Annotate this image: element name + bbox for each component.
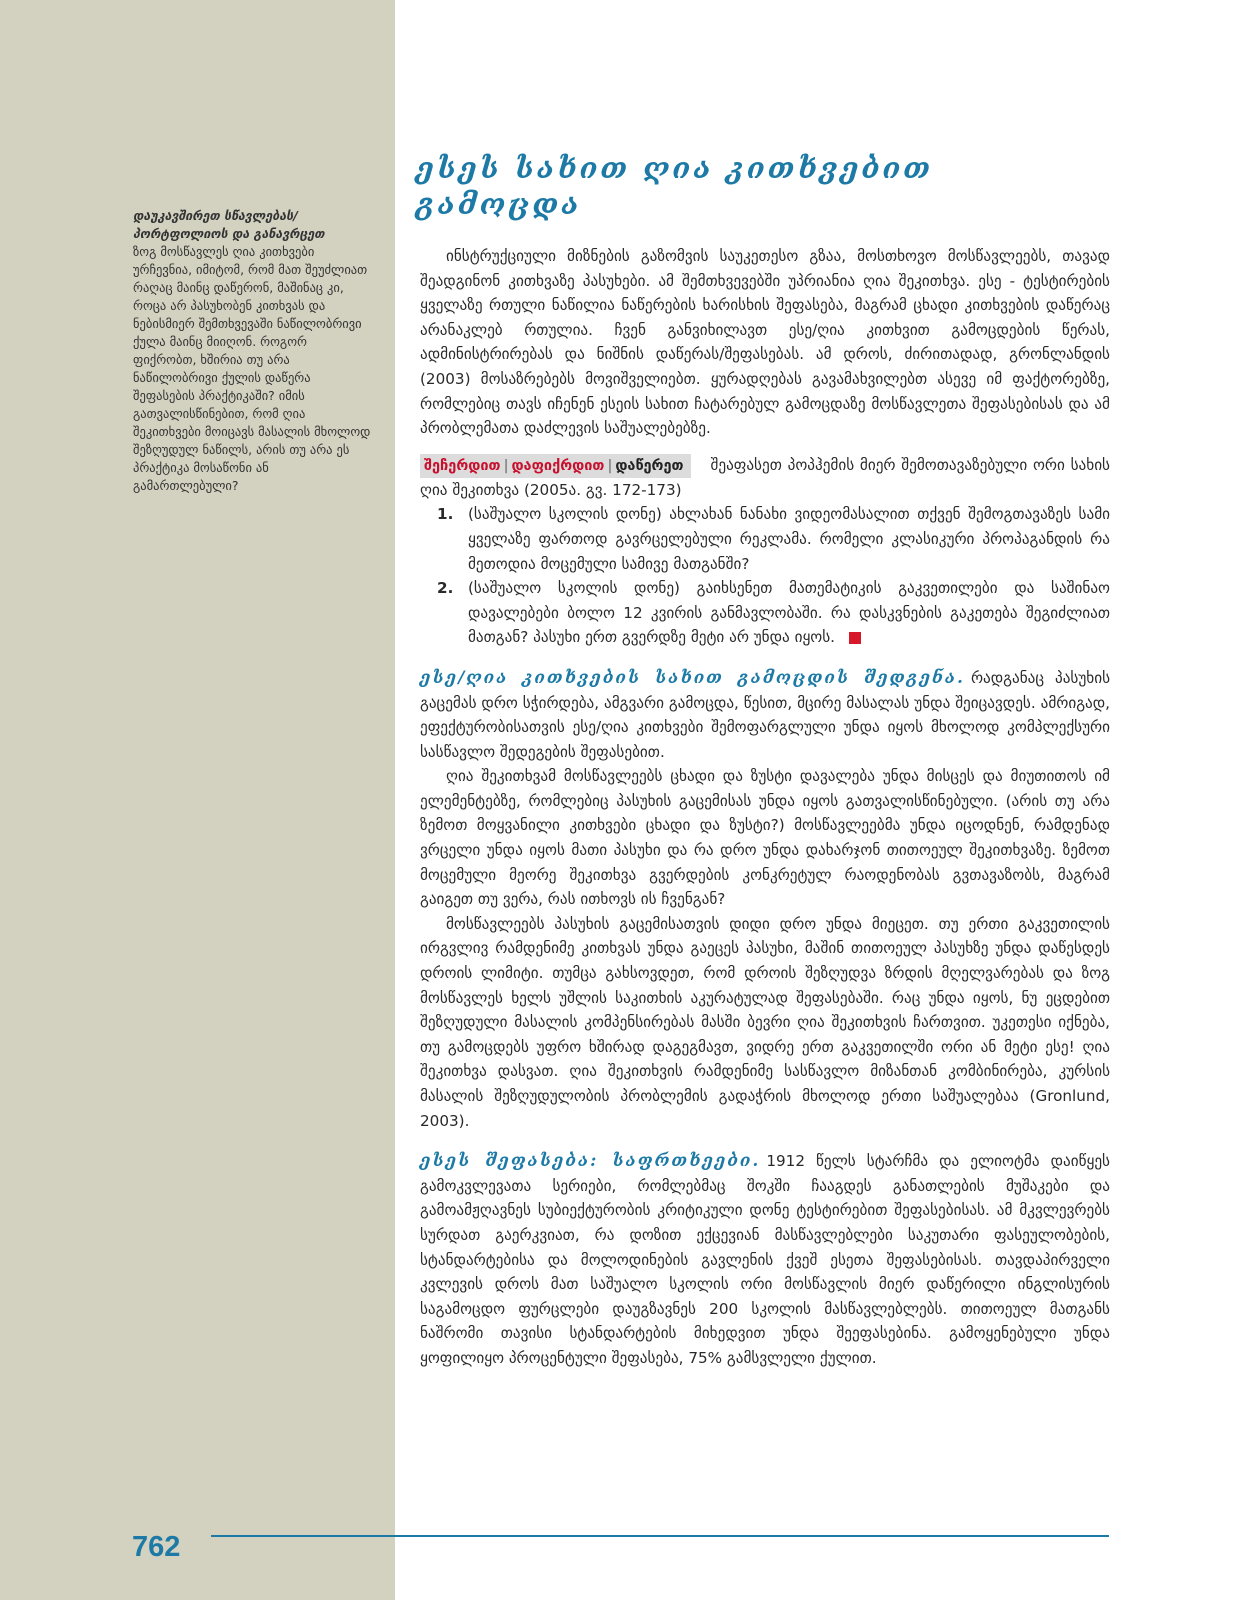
section-heading: ესე/ღია კითხვების სახით გამოცდის შედგენა. (420, 667, 965, 688)
question-number: 2. (437, 579, 454, 598)
intro-paragraph: ინსტრუქციული მიზნების გაზომვის საუკეთესო გზაა, მოსთხოვო მოსწავლეებს, თავად შეადგინონ კითხვაზე პასუხები. ამ შემთხვევებში უპრიანია ღია შეკითხვა. ესე - ტესტირების ყველაზე რთული ნაწილია ნაწერების ხარისხის შეფასება, მაგრამ ცხადი კითხვების დაწერაც არანაკლებ რთულია. ჩვენ განვიხილავთ ესე/ღია კითხვით გამოცდების წერას, ადმინისტრირებას და ნიშნის დაწერას/შეფასებას. ამ დროს, ძირითადად, გრონლანდის (2003) მოსაზრებებს მოვიშველიებთ. ყურადღებას გავამახვილებთ ასევე იმ ფაქტორებზე, რომლებიც თავს იჩენენ ესეის სახით ჩატარებულ გამოცდაზე მოსწავლეთა შეფასებისას და ამ პრობლემათა დაძლევის საშუალებებზე. (420, 247, 1110, 438)
paragraph-text: 1912 წელს სტარჩმა და ელიოტმა დაიწყეს გამოკვლევათა სერიები, რომლებმაც შოკში ჩააგდეს განათლების მუშაკები და გამოამჟღავნეს სუბიექტურობის კრიტიკული დონე ტესტირებით შეფასებისას. ამ მკვლევრებს სურდათ გაერკვიათ, რა დოზით ექცევიან მასწავლებლები საკუთარი ფასეულობების, სტანდარტებისა და მოლოდინების გავლენის ქვეშ ესეთა შეფასებისას. თავდაპირველი კვლევის დროს მათ საშუალო სკოლის ორი მოსწავლის მიერ დაწერილი ინგლისურის საგამოცდო ფურცლები დაუგზავნეს 200 სკოლის მასწავლებლებს. თითოეულ მათგანს ნაშრომი თავისი სტანდარტების მიხედვით უნდა შეეფასებინა. გამოყენებული უნდა ყოფილიყო პროცენტული შეფასება, 75% გამსვლელი ქულით. (420, 1152, 1110, 1367)
section-grading-p1 (420, 1149, 1110, 1370)
footer-rule (211, 1535, 1109, 1537)
list-item (420, 576, 1110, 650)
activity-label-stop: შეჩერდით (424, 457, 501, 474)
questions-list (420, 502, 1110, 650)
activity-block (420, 453, 1110, 503)
page-title: ესეს სახით ღია კითხვებით გამოცდა (416, 151, 933, 221)
activity-label: შეჩერდით | დაფიქრდით | დაწერეთ (420, 454, 691, 478)
question-text: (საშუალო სკოლის დონე) გაიხსენეთ მათემატიკის გაკვეთილები და საშინაო დავალებები ბოლო 12 კვირის განმავლობაში. რა დასკვნების გაკეთება შეგიძლიათ მათგან? პასუხი ერთ გვერდზე მეტი არ უნდა იყოს. (468, 579, 1110, 647)
paragraph-text: რადგანაც პასუხის გაცემას დრო სჭირდება, ამგვარი გამოცდა, წესით, მცირე მასალას უნდა შეიცავდეს. ამრიგად, ეფექტურობისათვის ესე/ღია კითხვები შემოფარგლული უნდა იყოს მხოლოდ კომპლექსური სასწავლო შედეგების შეფასებით. (420, 668, 1111, 761)
section-composing (420, 666, 1110, 1133)
section-heading: ესეს შეფასება: საფრთხეები. (420, 1151, 761, 1172)
end-square-icon (849, 632, 861, 644)
section-composing-p3: მოსწავლეებს პასუხის გაცემისათვის დიდი დრო უნდა მიეცეთ. თუ ერთი გაკვეთილის ირგვლივ რამდენიმე კითხვას უნდა გაეცეს პასუხი, მაშინ თითოეულ პასუხზე უნდა დაწესდეს დროის ლიმიტი. თუმცა გახსოვდეთ, რომ დროის შეზღუდვა ზრდის მღელვარებას და ზოგ მოსწავლეს ხელს უშლის საკითხის აკურატულად შეფასებაში. რაც უნდა იყოს, ნუ ეცდებით შეზღუდული მასალის კომპენსირებას მასში ბევრი ღია შეკითხვის ჩართვით. უკეთესი იქნება, თუ გამოცდებს უფრო ხშირად დაგეგმავთ, ვიდრე ერთ გაკვეთილში ორი ან მეტი ესე! ღია შეკითხვა დასვათ. ღია შეკითხვის რამდენიმე სასწავლო მიზანთან კომბინირება, კურსის მასალის შეზღუდულობის პრობლემის გადაჭრის მხოლოდ ერთი საშუალებაა (Gronlund, 2003). (420, 914, 1110, 1130)
question-number: 1. (437, 505, 454, 524)
main-content (416, 150, 1111, 1371)
section-composing-p2: ღია შეკითხვამ მოსწავლეებს ცხადი და ზუსტი დავალება უნდა მისცეს და მიუთითოს იმ ელემენტებზე, რომლებიც პასუხის გაცემისას უნდა იყოს გათვალისწინებული. (არის თუ არა ზემოთ მოყვანილი კითხვები ცხადი და ზუსტი?) მოსწავლეებმა უნდა იცოდნენ, რამდენად ვრცელი უნდა იყოს მათი პასუხი და რა დრო უნდა დახარჯონ თითოეულ შეკითხვაზე. ზემოთ მოცემული მეორე შეკითხვა გვერდების კონკრეტულ რაოდენობას გვთავაზობს, მაგრამ გაიგეთ თუ ვერა, რას ითხოვს ის ჩვენგან? (420, 767, 1110, 909)
margin-note-text: ზოგ მოსწავლეს ღია კითხვები ურჩევნია, იმიტომ, რომ მათ შეუძლიათ რაღაც მაინც დაწერონ, მაშინაც კი, როცა არ პასუხობენ კითხვას და ნებისმიერ შემთხვევაში ნაწილობრივი ქულა მაინც მიიღონ. როგორ ფიქრობთ, ხშირია თუ არა ნაწილობრივი ქულის დაწერა შეფასების პრაქტიკაში? იმის გათვალისწინებით, რომ ღია შეკითხვები მოიცავს მასალის მხოლოდ შეზღუდულ ნაწილს, არის თუ არა ეს პრაქტიკა მოსაწონი ან გამართლებული? (133, 244, 371, 493)
section-grading (420, 1149, 1110, 1370)
list-item (420, 502, 1110, 576)
page-number: 762 (132, 1531, 181, 1563)
activity-label-write: დაწერეთ (615, 457, 684, 474)
section-composing-p1 (420, 666, 1110, 764)
margin-note-title: დაუკავშირეთ სწავლებას/ პორტფოლიოს და განავრცეთ (133, 208, 325, 241)
margin-note (133, 207, 373, 495)
question-text: (საშუალო სკოლის დონე) ახლახან ნანახი ვიდეომასალით თქვენ შემოგთავაზეს სამი ყველაზე ფართოდ გავრცელებული რეკლამა. რომელი კლასიკური პროპაგანდის რა მეთოდია მოცემული სამივე მათგანში? (468, 505, 1110, 573)
activity-text: შეაფასეთ პოპჰემის მიერ შემოთავაზებული ორი სახის ღია შეკითხვა (2005ა. გვ. 172-173) (420, 455, 1110, 499)
activity-label-think: დაფიქრდით (511, 457, 605, 474)
